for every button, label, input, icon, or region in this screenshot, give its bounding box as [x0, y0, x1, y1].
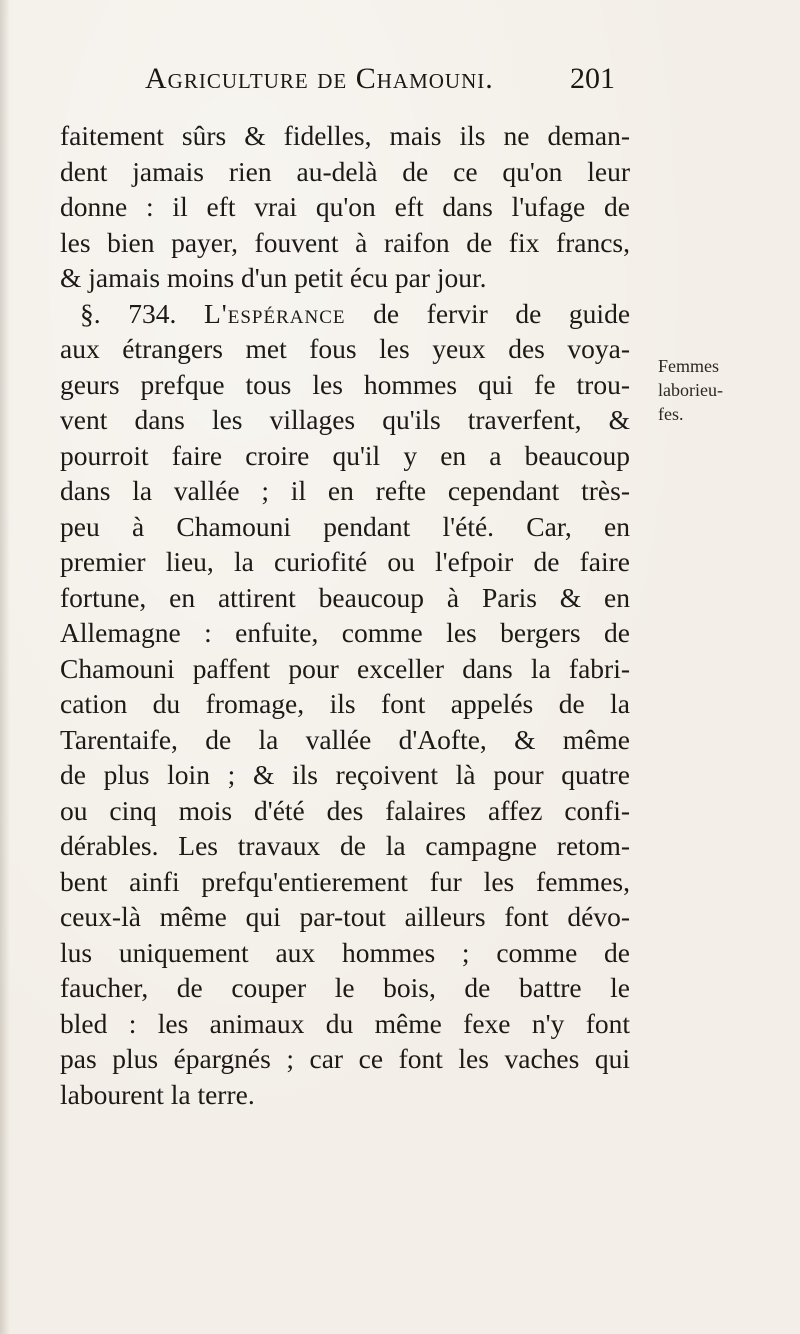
text-line: faitement sûrs & fidelles, mais ils ne deman-	[60, 120, 630, 151]
section-line-rest: de fervir de guide	[345, 297, 631, 329]
text-line: pourroit faire croire qu'il y en a beaucoup	[60, 439, 630, 471]
text-line: les bien payer, fouvent à raifon de fix francs,	[60, 226, 630, 258]
text-line: dans la vallée ; il en refte cependant très-	[60, 475, 630, 506]
running-title: Agriculture de Chamouni.	[145, 62, 494, 95]
text-line: dérables. Les travaux de la campagne retom-	[60, 830, 630, 861]
section-number: §. 734.	[80, 297, 177, 329]
text-line: Allemagne : enfuite, comme les bergers de	[60, 617, 630, 648]
text-line: geurs prefque tous les hommes qui fe trou-	[60, 368, 630, 400]
text-line: faucher, de couper le bois, de battre le	[60, 972, 630, 1003]
text-line: ceux-là même qui par-tout ailleurs font dévo-	[60, 901, 630, 932]
text-line: labourent la terre.	[60, 1078, 255, 1110]
text-line: lus uniquement aux hommes ; comme de	[60, 936, 630, 968]
text-line: pas plus épargnés ; car ce font les vaches qui	[60, 1043, 630, 1074]
text-line: Chamouni paffent pour exceller dans la fabri-	[60, 652, 630, 684]
section-lead-word: L'espérance	[204, 297, 346, 329]
marginal-note	[658, 354, 798, 426]
text-line: peu à Chamouni pendant l'été. Car, en	[60, 510, 630, 542]
body-text	[60, 118, 630, 1112]
page-gutter-shadow	[0, 0, 10, 1334]
text-line: vent dans les villages qu'ils traverfent, &	[60, 404, 630, 435]
text-line: bent ainfi prefqu'entierement fur les femmes,	[60, 865, 630, 897]
section-start-line	[60, 296, 630, 332]
text-line: cation du fromage, ils font appelés de la	[60, 688, 630, 719]
text-line: Tarentaife, de la vallée d'Aofte, & même	[60, 723, 630, 755]
text-line: donne : il eft vrai qu'on eft dans l'ufage de	[60, 191, 630, 222]
marginal-note-line: laborieu-	[658, 380, 723, 400]
text-line: fortune, en attirent beaucoup à Paris & en	[60, 581, 630, 613]
marginal-note-line: Femmes	[658, 356, 719, 376]
text-line: de plus loin ; & ils reçoivent là pour quatre	[60, 759, 630, 790]
text-line: bled : les animaux du même fexe n'y font	[60, 1007, 630, 1039]
text-line: ou cinq mois d'été des falaires affez confi-	[60, 794, 630, 826]
text-line: dent jamais rien au-delà de ce qu'on leur	[60, 155, 630, 187]
text-line: & jamais moins d'un petit écu par jour.	[60, 262, 487, 293]
marginal-note-line: fes.	[658, 404, 684, 424]
text-line: premier lieu, la curiofité ou l'efpoir de faire	[60, 546, 630, 577]
page-number: 201	[570, 62, 615, 95]
running-head	[145, 62, 615, 102]
text-line: aux étrangers met fous les yeux des voya-	[60, 333, 630, 364]
